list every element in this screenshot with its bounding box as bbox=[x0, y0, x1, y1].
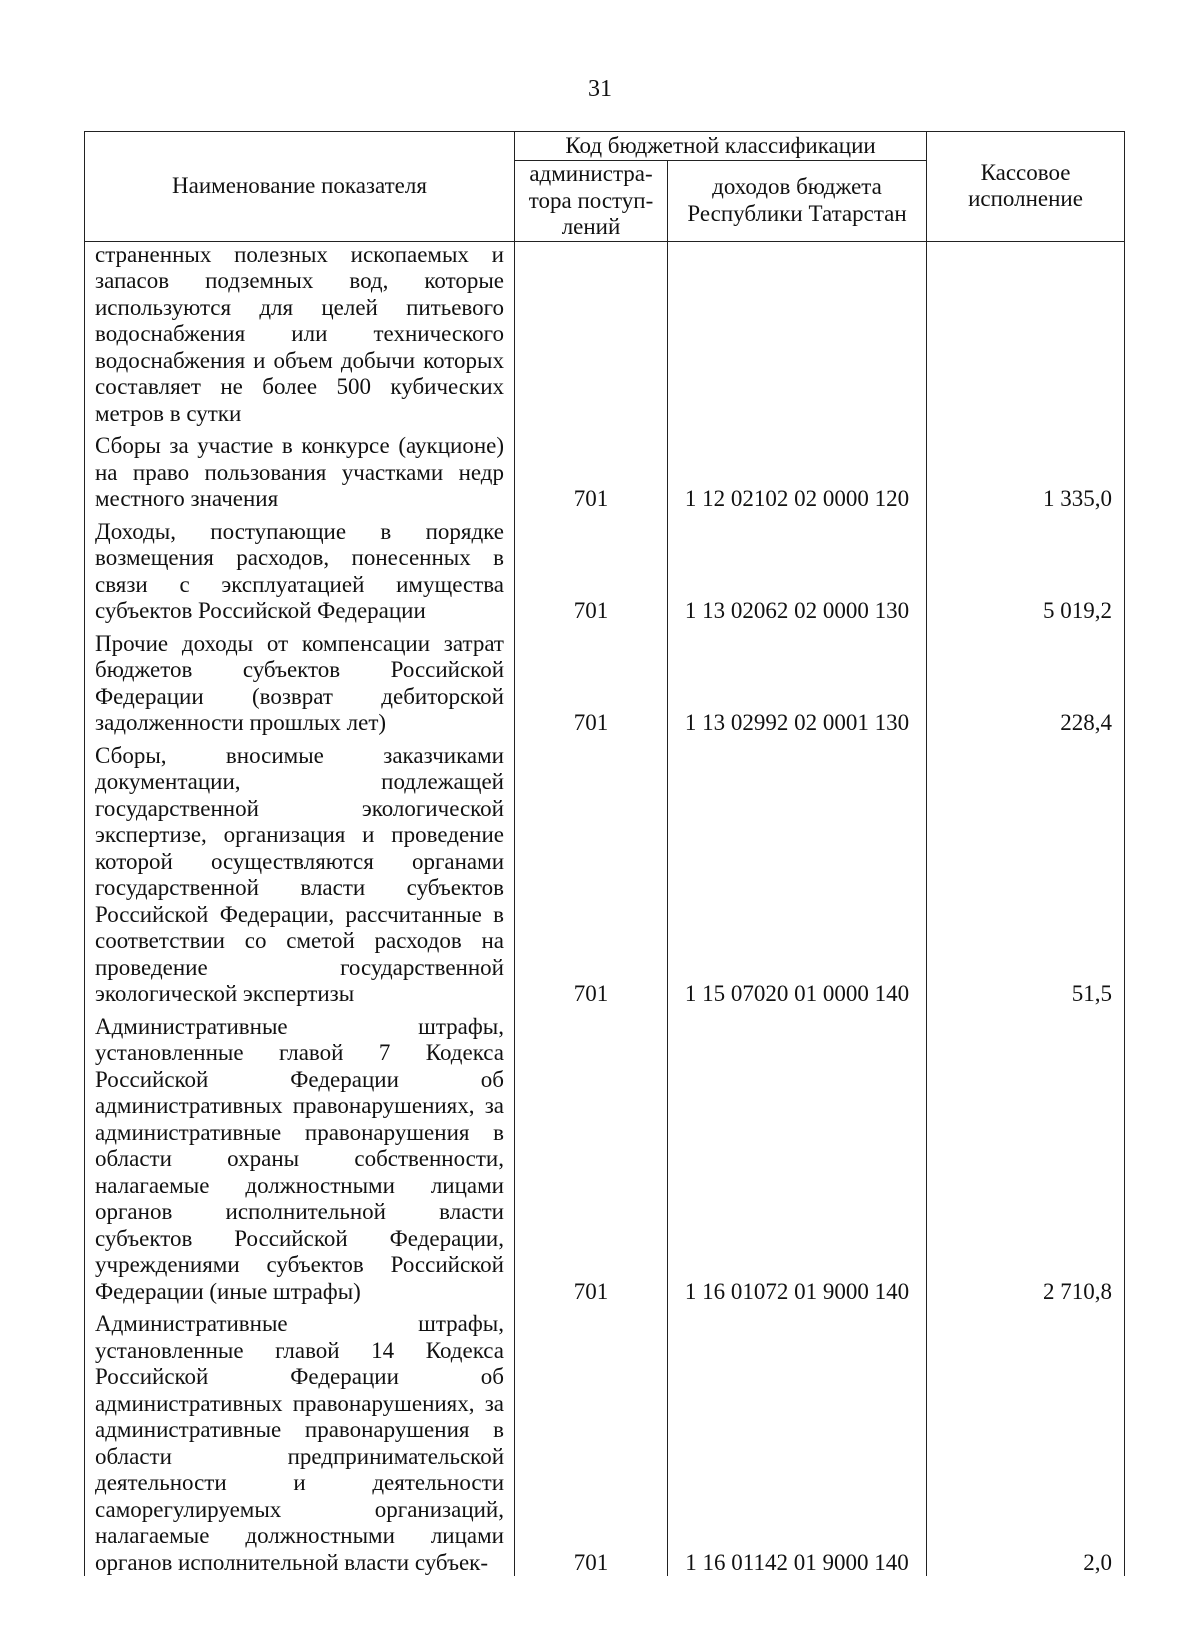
budget-execution-table bbox=[84, 131, 1125, 1576]
table-row bbox=[85, 737, 1125, 1008]
cash-execution-amount: 2 710,8 bbox=[927, 1008, 1125, 1306]
table-row bbox=[85, 1305, 1125, 1576]
administrator-code: 701 bbox=[515, 513, 668, 625]
income-code bbox=[668, 241, 927, 427]
table-row bbox=[85, 1008, 1125, 1306]
cash-execution-amount: 5 019,2 bbox=[927, 513, 1125, 625]
indicator-name: Сборы за участие в конкурсе (аукционе) на право пользования участками недр местного значения bbox=[85, 427, 515, 513]
header-budget-classification-code: Код бюджетной классификации bbox=[515, 132, 927, 161]
cash-execution-amount: 228,4 bbox=[927, 625, 1125, 737]
indicator-name: Административные штрафы, установленные главой 7 Кодекса Российской Федерации об административных правонарушениях, за административные правонарушения в области охраны собственности, налагаемые должностными лицами органов исполнительной власти субъектов Российской Федерации, учреждениями субъектов Российской Федерации (иные штрафы) bbox=[85, 1008, 515, 1306]
table-row bbox=[85, 241, 1125, 427]
administrator-code bbox=[515, 241, 668, 427]
administrator-code: 701 bbox=[515, 1008, 668, 1306]
administrator-code: 701 bbox=[515, 625, 668, 737]
header-republic-budget-income: доходов бюджета Республики Татарстан bbox=[668, 161, 927, 242]
cash-execution-amount: 2,0 bbox=[927, 1305, 1125, 1576]
table-row bbox=[85, 625, 1125, 737]
cash-execution-amount bbox=[927, 241, 1125, 427]
indicator-name: Административные штрафы, установленные главой 14 Кодекса Российской Федерации об административных правонарушениях, за административные правонарушения в области предпринимательской деятельности и деятельности саморегулируемых организаций, налагаемые должностными лицами органов исполнительной власти субъек- bbox=[85, 1305, 515, 1576]
cash-execution-amount: 1 335,0 bbox=[927, 427, 1125, 513]
administrator-code: 701 bbox=[515, 1305, 668, 1576]
page-number: 31 bbox=[588, 76, 612, 102]
indicator-name: Доходы, поступающие в порядке возмещения расходов, понесенных в связи с эксплуатацией имущества субъектов Российской Федерации bbox=[85, 513, 515, 625]
header-cash-execution: Кассовое исполнение bbox=[927, 132, 1125, 242]
table-row bbox=[85, 427, 1125, 513]
header-indicator-name: Наименование показателя bbox=[85, 132, 515, 242]
income-code: 1 15 07020 01 0000 140 bbox=[668, 737, 927, 1008]
income-code: 1 13 02992 02 0001 130 bbox=[668, 625, 927, 737]
cash-execution-amount: 51,5 bbox=[927, 737, 1125, 1008]
indicator-name: Прочие доходы от компенсации затрат бюджетов субъектов Российской Федерации (возврат дебиторской задолженности прошлых лет) bbox=[85, 625, 515, 737]
income-code: 1 16 01142 01 9000 140 bbox=[668, 1305, 927, 1576]
income-code: 1 13 02062 02 0000 130 bbox=[668, 513, 927, 625]
indicator-name: Сборы, вносимые заказчиками документации, подлежащей государственной экологической экспертизе, организация и проведение которой осуществляются органами государственной власти субъектов Российской Федерации, рассчитанные в соответствии со сметой расходов на проведение государственной экологической экспертизы bbox=[85, 737, 515, 1008]
income-code: 1 12 02102 02 0000 120 bbox=[668, 427, 927, 513]
administrator-code: 701 bbox=[515, 737, 668, 1008]
indicator-name: страненных полезных ископаемых и запасов подземных вод, которые используются для целей питьевого водоснабжения или технического водоснабжения и объем добычи которых составляет не более 500 кубических метров в сутки bbox=[85, 241, 515, 427]
administrator-code: 701 bbox=[515, 427, 668, 513]
income-code: 1 16 01072 01 9000 140 bbox=[668, 1008, 927, 1306]
table-row bbox=[85, 513, 1125, 625]
header-revenue-administrator: администра-тора поступ-лений bbox=[515, 161, 668, 242]
